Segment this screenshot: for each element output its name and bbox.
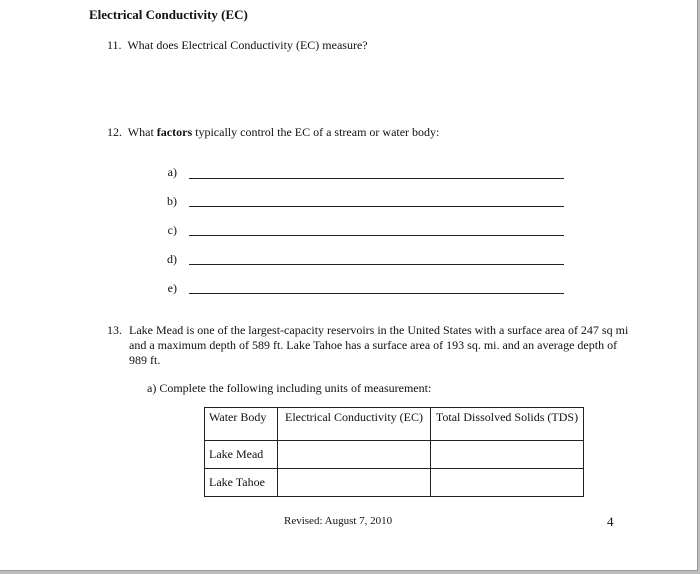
row-label-lake-mead: Lake Mead	[205, 441, 278, 469]
question-text-bold: factors	[156, 125, 193, 139]
page-number: 4	[607, 514, 614, 529]
row-label-lake-tahoe: Lake Tahoe	[205, 469, 278, 497]
option-a-label: a)	[167, 165, 177, 179]
question-text: Lake Mead is one of the largest-capacity reservoirs in the United States with a surface area of 247 sq mi and a maximum depth of 589 ft. Lake Tahoe has a surface area of 193 sq. mi. and an average depth of 989 ft.	[129, 323, 629, 367]
question-text-part: typically control the EC of a stream or water body:	[192, 125, 440, 139]
option-e-answer-line[interactable]	[189, 293, 564, 294]
table-row	[205, 441, 584, 469]
ec-tds-table	[204, 407, 584, 497]
column-header-tds: Total Dissolved Solids (TDS)	[431, 408, 584, 441]
option-c-label: c)	[167, 223, 177, 237]
question-12	[107, 125, 439, 140]
option-d-answer-line[interactable]	[189, 264, 564, 265]
column-header-water-body: Water Body	[205, 408, 278, 441]
revision-footer: Revised: August 7, 2010	[284, 515, 393, 527]
option-e-label: e)	[167, 281, 177, 295]
table-row	[205, 469, 584, 497]
question-13a: a) Complete the following including units of measurement:	[147, 381, 432, 395]
table-header-row	[205, 408, 584, 441]
lake-tahoe-tds-cell[interactable]	[431, 469, 584, 497]
option-b-answer-line[interactable]	[189, 206, 564, 207]
option-d-label: d)	[167, 252, 177, 266]
question-number: 13.	[107, 323, 122, 337]
option-b-label: b)	[167, 194, 177, 208]
option-c-answer-line[interactable]	[189, 235, 564, 236]
question-number: 12.	[107, 125, 122, 139]
question-11	[107, 38, 368, 53]
lake-tahoe-ec-cell[interactable]	[278, 469, 431, 497]
question-number: 11.	[107, 38, 122, 52]
lake-mead-ec-cell[interactable]	[278, 441, 431, 469]
question-13	[107, 323, 629, 367]
column-header-ec: Electrical Conductivity (EC)	[278, 408, 431, 441]
question-text: What does Electrical Conductivity (EC) measure?	[127, 38, 368, 52]
lake-mead-tds-cell[interactable]	[431, 441, 584, 469]
question-text-part: What	[127, 125, 157, 139]
section-heading: Electrical Conductivity (EC)	[89, 7, 248, 22]
option-a-answer-line[interactable]	[189, 178, 564, 179]
